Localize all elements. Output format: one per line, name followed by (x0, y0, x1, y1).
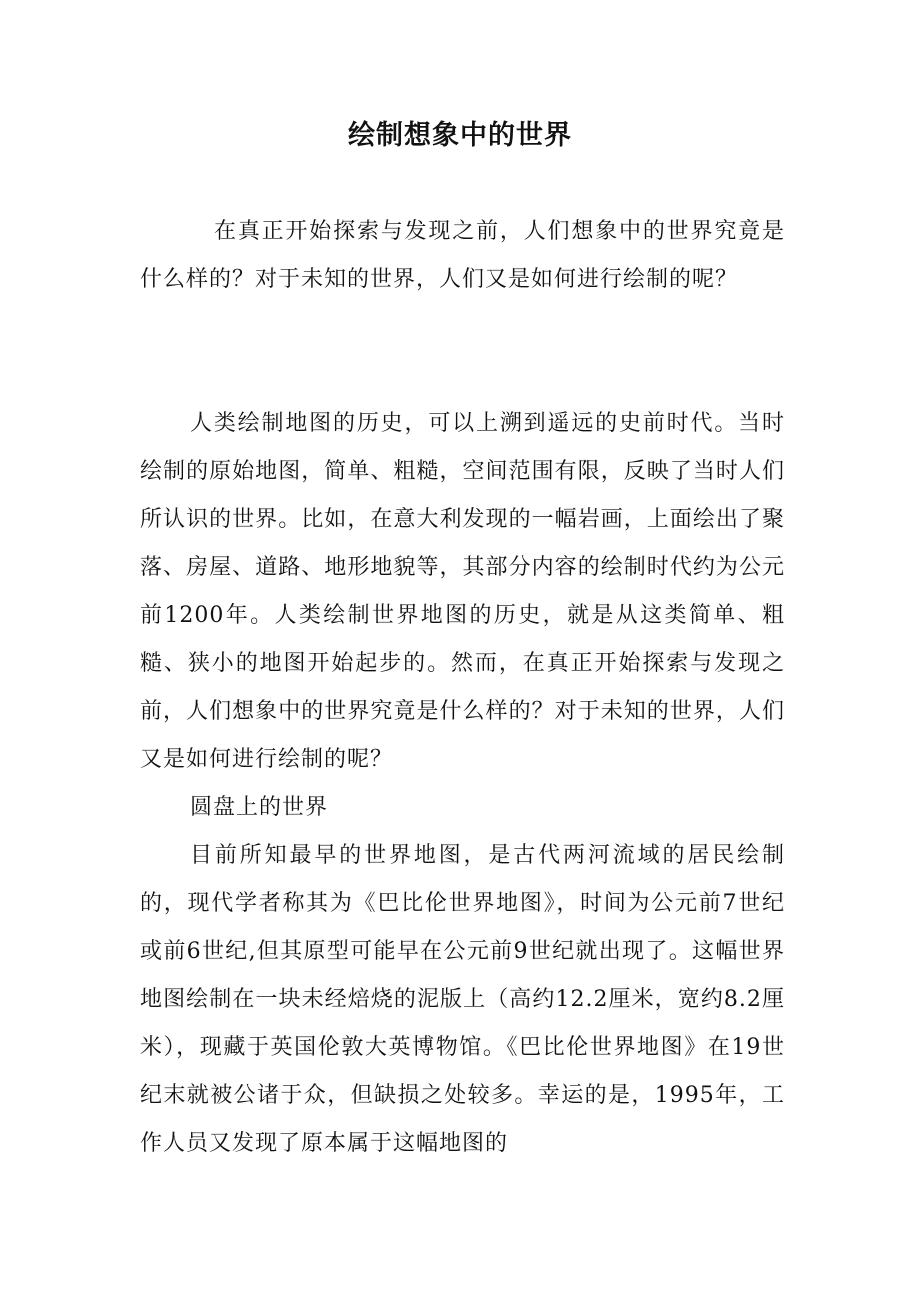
paragraph-history: 人类绘制地图的历史，可以上溯到遥远的史前时代。当时绘制的原始地图，简单、粗糙，空间范围有限，反映了当时人们所认识的世界。比如，在意大利发现的一幅岩画，上面绘出了聚落、房屋、道路、地形地貌等，其部分内容的绘制时代约为公元前1200年。人类绘制世界地图的历史，就是从这类简单、粗糙、狭小的地图开始起步的。然而，在真正开始探索与发现之前，人们想象中的世界究竟是什么样的？对于未知的世界，人们又是如何进行绘制的呢？ (140, 411, 785, 772)
document-title: 绘制想象中的世界 (348, 120, 572, 151)
section-heading: 圆盘上的世界 (190, 795, 329, 820)
paragraph-babylon-map: 目前所知最早的世界地图，是古代两河流域的居民绘制的，现代学者称其为《巴比伦世界地图》，时间为公元前7世纪或前6世纪,但其原型可能早在公元前9世纪就出现了。这幅世界地图绘制在一块未经焙烧的泥版上（高约12.2厘米，宽约8.2厘米），现藏于英国伦敦大英博物馆。《巴比伦世界地图》在19世纪末就被公诸于众，但缺损之处较多。幸运的是，1995年，工作人员又发现了原本属于这幅地图的 (140, 843, 785, 1156)
intro-paragraph: 在真正开始探索与发现之前，人们想象中的世界究竟是什么样的？对于未知的世界，人们又是如何进行绘制的呢？ (140, 219, 785, 292)
main-body (140, 400, 785, 1168)
